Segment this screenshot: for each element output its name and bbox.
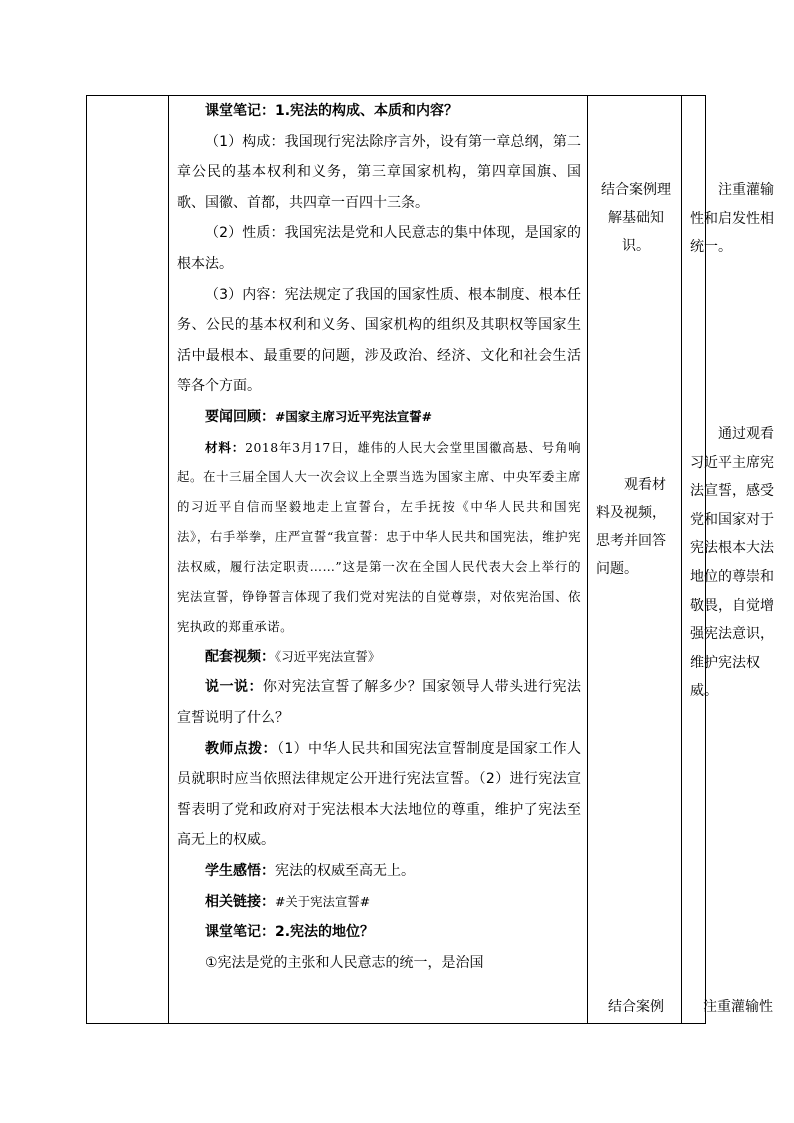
content-text: （3）内容：宪法规定了我国的国家性质、根本制度、根本任务、公民的基本权利和义务、国家机构的组织及其职权等国家生活中最根本、最重要的问题，涉及政治、经济、文化和社会生活等各个方面。: [177, 286, 581, 395]
constitution-status-text: ①宪法是党的主张和人民意志的统一，是治国: [205, 954, 484, 971]
composition-text: （1）构成：我国现行宪法除序言外，设有第一章总纲，第二章公民的基本权利和义务，第三章国家机构，第四章国旗、国歌、国徽、首都，共四章一百四十三条。: [177, 133, 581, 211]
student-activity-1: 结合案例理解基础知识。: [601, 182, 671, 254]
video-line: 配套视频：《习近平宪法宣誓》: [205, 648, 381, 665]
student-activity-3: 结合案例: [608, 999, 664, 1015]
student-activity-2: 观看材料及视频，思考并回答问题。: [596, 477, 666, 577]
student-insight: 学生感悟：宪法的权威至高无上。: [205, 863, 415, 880]
related-link: 相关链接：#关于宪法宣誓#: [205, 893, 371, 910]
teaching-content-column: [169, 96, 587, 978]
notes-heading-2: 课堂笔记：2.宪法的地位？: [205, 924, 375, 941]
material-paragraph: 材料：2018年3月17日，雄伟的人民大会堂里国徽高悬、号角响起。在十三届全国人大一次会议上全票当选为国家主席、中央军委主席的习近平自信而坚毅地走上宣誓台，左手抚按《中华人民共和国宪法》，右手举拳，庄严宣誓“我宣誓：忠于中华人民共和国宪法，维护宪法权威，履行法定职责……”这是第一次在全国人民代表大会上举行的宪法宣誓，铮铮誓言体现了我们党对宪法的自觉尊崇，对依宪治国、依宪执政的郑重承诺。: [177, 439, 582, 634]
nature-text: （2）性质：我国宪法是党和人民意志的集中体现，是国家的根本法。: [177, 225, 581, 272]
design-intent-2: 通过观看习近平主席宪法宣誓，感受党和国家对于宪法根本大法地位的尊崇和敬畏，自觉增强宪法意识，维护宪法权威。: [690, 426, 774, 700]
discussion-question: 说一说：你对宪法宣誓了解多少？国家领导人带头进行宪法宣誓说明了什么？: [177, 679, 582, 727]
news-review: 要闻回顾：#国家主席习近平宪法宣誓#: [205, 408, 433, 425]
lesson-table: [86, 95, 774, 1024]
stage-column: [87, 96, 168, 1023]
notes-heading-1: 课堂笔记：1.宪法的构成、本质和内容？: [205, 103, 459, 119]
teacher-guidance: 教师点拨：（1）中华人民共和国宪法宣誓制度是国家工作人员就职时应当依照法律规定公开进行宪法宣誓。（2）进行宪法宣誓表明了党和政府对于宪法根本大法地位的尊重，维护了宪法至高无上的权威。: [177, 740, 582, 849]
design-intent-3: 注重灌输性: [703, 999, 773, 1015]
design-intent-1: 注重灌输性和启发性相统一。: [690, 182, 774, 256]
